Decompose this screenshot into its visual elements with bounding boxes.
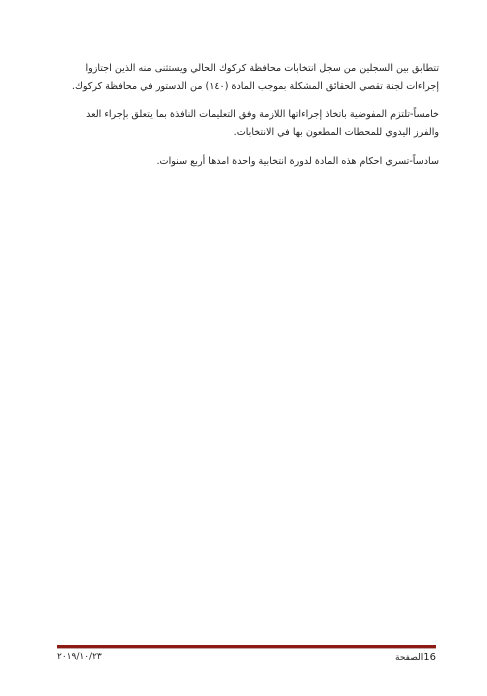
paragraph-sixth-clause: سادساً-تسري احكام هذه المادة لدورة انتخابية واحدة امدها أربع سنوات. xyxy=(156,156,439,167)
paragraph-fifth-clause: خامساً-تلتزم المفوضية باتخاذ إجراءاتها اللازمة وفق التعليمات النافذة بما يتعلق بإجراء العد والفرز اليدوي للمحطات المطعون بها في الانتخابات. xyxy=(86,109,439,138)
footer-date: ٢٠١٩/١٠/٢٣ xyxy=(57,652,102,662)
footer-divider xyxy=(57,645,436,649)
footer-page-info xyxy=(395,652,436,663)
page-number: 16 xyxy=(423,652,436,663)
page-footer xyxy=(57,652,436,666)
document-body xyxy=(62,60,439,181)
page-label: الصفحة xyxy=(395,653,424,663)
paragraph-continuation: تتطابق بين السجلين من سجل انتخابات محافظة كركوك الحالي ويستثنى منه الذين اجتازوا إجراءات لجنة تقصي الحقائق المشكلة بموجب المادة (١٤٠) من الدستور في محافظة كركوك. xyxy=(71,63,439,92)
